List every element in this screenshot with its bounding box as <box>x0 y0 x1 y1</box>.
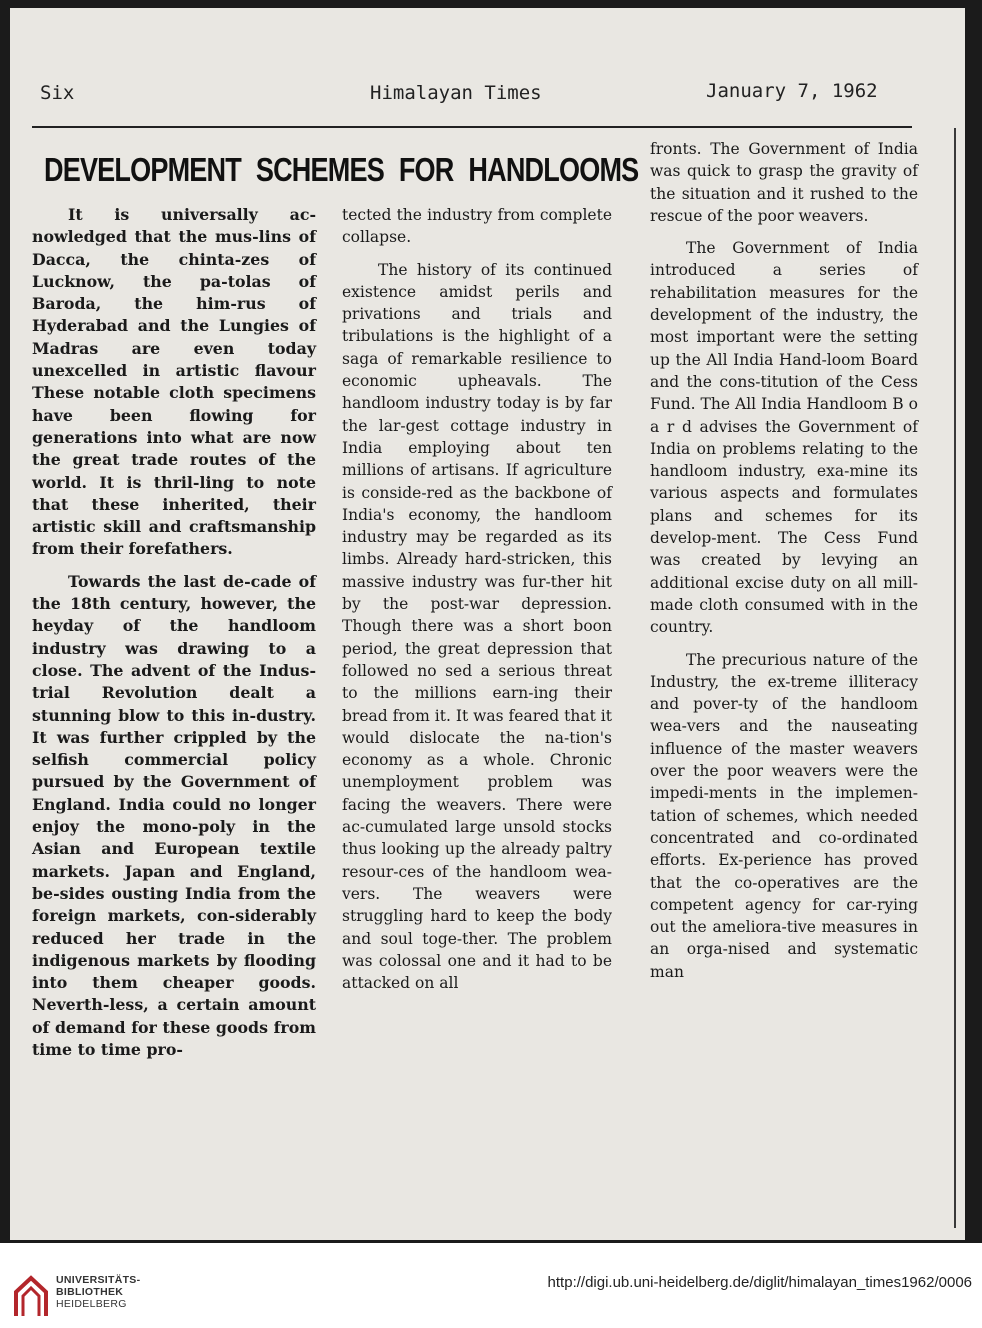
library-name-line: UNIVERSITÄTS- <box>56 1274 141 1286</box>
library-emblem-icon <box>12 1272 50 1318</box>
source-url-link[interactable]: http://digi.ub.uni-heidelberg.de/diglit/himalayan_times1962/0006 <box>547 1274 972 1291</box>
column-1-paragraph: It is universally ac-nowledged that the mus-lins of Dacca, the chinta-zes of Lucknow, the pa-tolas of Baroda, the him-rus of Hyderabad and the Lungies of Madras are even today unexcelled in artistic flavour These notable cloth specimens have been flowing for generations into what are now the great trade routes of the world. It is thril-ling to note that these inherited, their artistic skill and craftsmanship from their forefathers. <box>32 205 316 559</box>
page-number: Six <box>40 82 75 104</box>
column-3-paragraph: The precurious nature of the Industry, the ex-treme illiteracy and pover-ty of the handloom wea-vers and the nauseating influence of the master weavers over the poor weavers were the impedi-ments in the implemen-tation of schemes, which needed concentrated and co-ordinated efforts. Ex-perience has proved that the co-operatives are the competent agency for car-rying out the ameliora-tive measures in an orga-nised and systematic man <box>650 650 918 981</box>
article-column-2 <box>342 204 612 994</box>
column-3-paragraph: fronts. The Government of India was quick to grasp the gravity of the situation and it rushed to the rescue of the poor weavers. <box>650 140 918 225</box>
newspaper-page <box>10 8 965 1240</box>
article-column-3 <box>650 138 918 983</box>
library-name-line: HEIDELBERG <box>56 1298 127 1310</box>
page-edge-line <box>954 128 956 1228</box>
column-3-paragraph: The Government of India introduced a series of rehabilitation measures for the development of the industry, the most important were the setting up the All India Hand-loom Board and the cons-titution of the Cess Fund. The All India Handloom B o a r d advises the Government of India on problems relating to the handloom industry, exa-mine its various aspects and formulates plans and schemes for its develop-ment. The Cess Fund was created by levying an additional excise duty on all mill-made cloth consumed with in the country. <box>650 239 918 637</box>
article-column-1 <box>32 204 316 1061</box>
column-2-paragraph: The history of its continued existence amidst perils and privations and trials and tribulations is the highlight of a saga of remarkable resilience to economic upheavals. The handloom industry today is by far the lar-gest cottage industry in India employing about ten millions of artisans. If agriculture is conside-red as the backbone of India's economy, the handloom industry may be regarded as its limbs. Already hard-stricken, this massive industry was fur-ther hit by the post-war depression. Though there was a short boon period, the great depression that followed no sed a serious threat to the millions earn-ing their bread from it. It was feared that it would dislocate the na-tion's economy as a whole. Chronic unemployment problem was facing the weavers. There were ac-cumulated large unsold stocks thus looking up the already paltry resour-ces of the handloom wea-vers. The weavers were struggling hard to keep the body and soul toge-ther. The problem was colossal one and it had to be attacked on all <box>342 260 612 993</box>
article-headline: DEVELOPMENT SCHEMES FOR HANDLOOMS <box>44 151 639 188</box>
column-1-paragraph: Towards the last de-cade of the 18th century, however, the heyday of the handloom industry was drawing to a close. The advent of the Indus-trial Revolution dealt a stunning blow to this in-dustry. It was further crippled by the selfish commercial policy pursued by the Government of England. India could no longer enjoy the mono-poly in the Asian and European textile markets. Japan and England, be-sides ousting India from the foreign markets, con-siderably reduced her trade in the indigenous markets by flooding into them cheaper goods. Neverth-less, a certain amount of demand for these goods from time to time pro- <box>32 571 316 1059</box>
newspaper-title: Himalayan Times <box>370 82 542 104</box>
library-name <box>56 1274 140 1310</box>
library-name-line: BIBLIOTHEK <box>56 1286 124 1298</box>
header-rule <box>32 126 912 128</box>
library-logo[interactable] <box>12 1272 202 1322</box>
column-2-paragraph: tected the industry from complete collapse. <box>342 206 612 247</box>
issue-date: January 7, 1962 <box>706 80 878 102</box>
page-header <box>10 78 965 114</box>
